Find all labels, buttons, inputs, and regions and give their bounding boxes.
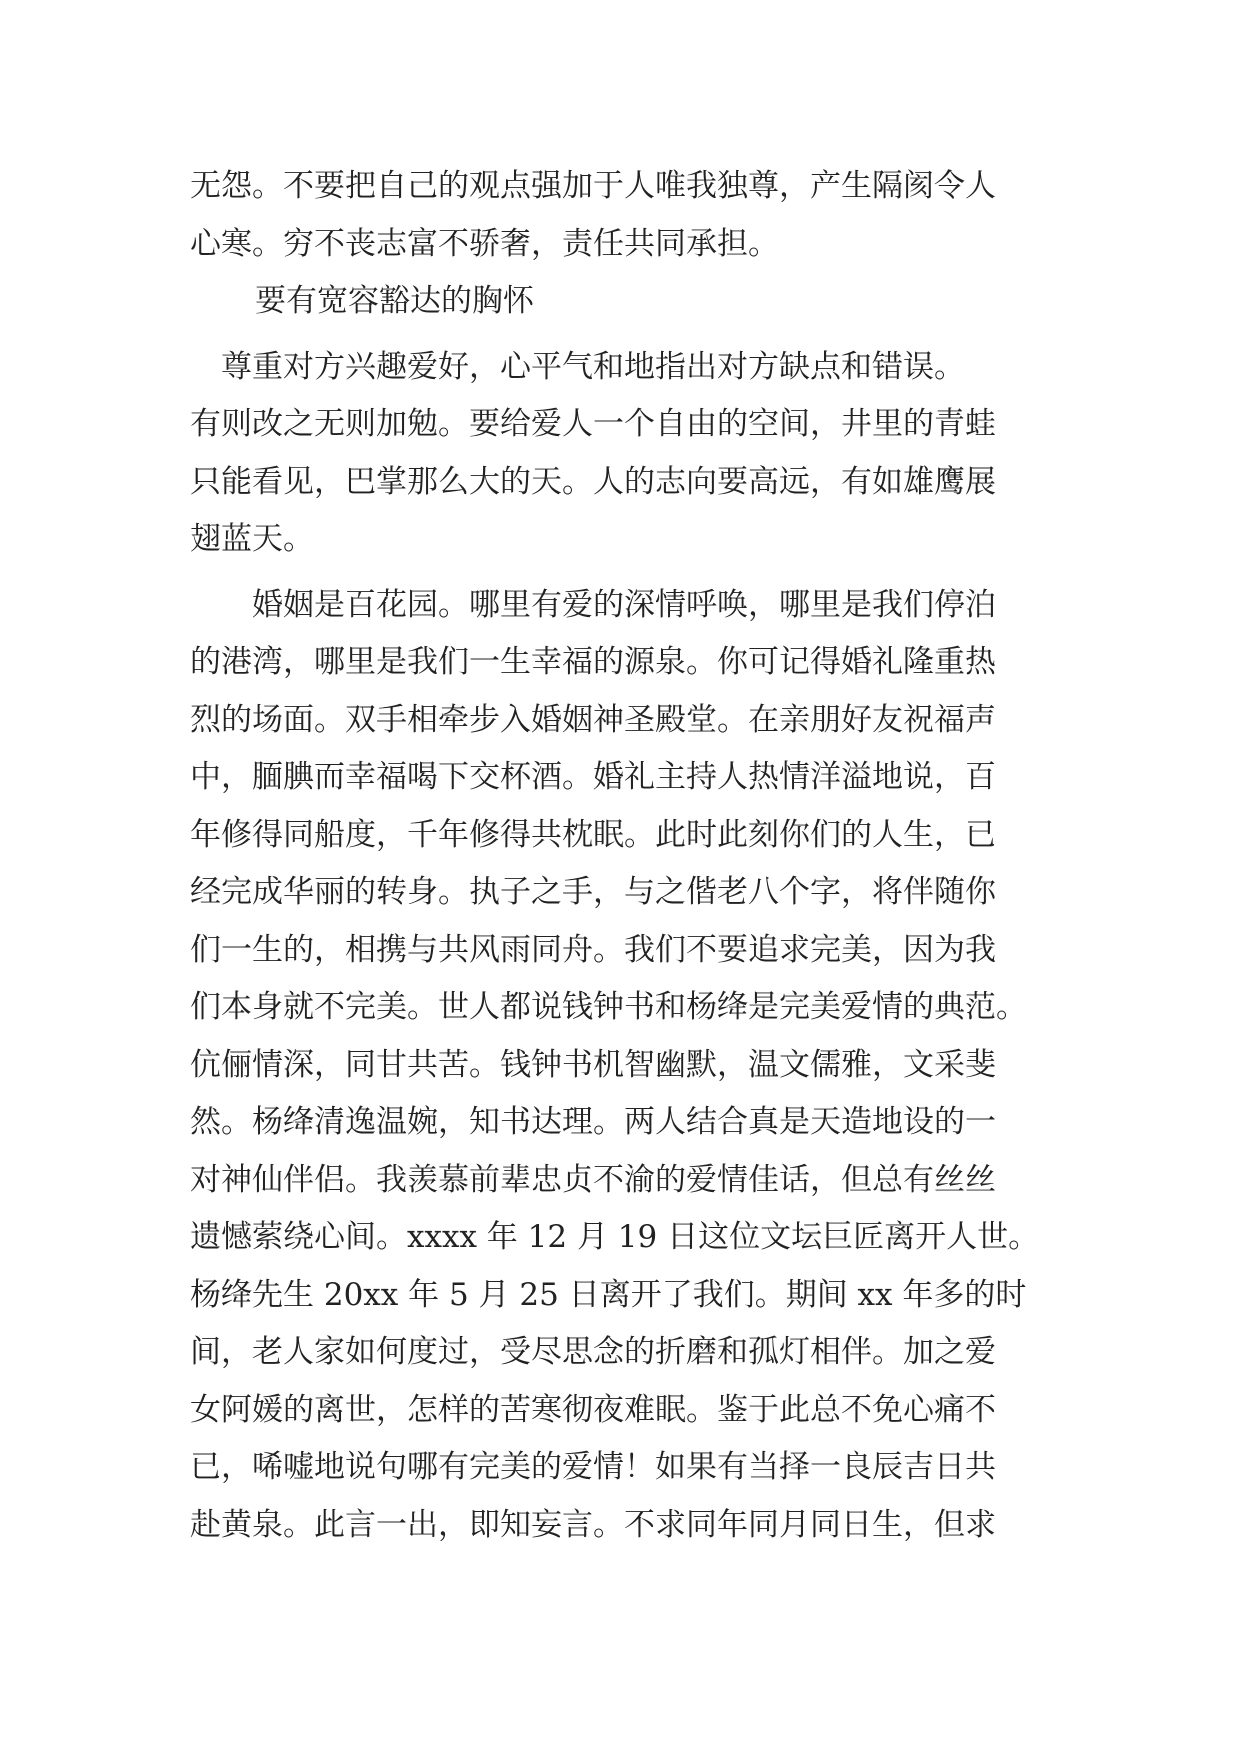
text-line: 杨绛先生 20xx 年 5 月 25 日离开了我们。期间 xx 年多的时	[190, 1276, 1027, 1313]
text-line: 已，唏嘘地说句哪有完美的爱情！如果有当择一良辰吉日共	[190, 1449, 996, 1485]
text-line: 年修得同船度，千年修得共枕眠。此时此刻你们的人生，已	[190, 816, 996, 853]
paragraph-respect	[190, 339, 1070, 569]
section-heading: 要有宽容豁达的胸怀	[255, 283, 534, 319]
text-line: 伉俪情深，同甘共苦。钱钟书机智幽默，温文儒雅，文采斐	[190, 1046, 996, 1083]
text-line: 对神仙伴侣。我羡慕前辈忠贞不渝的爱情佳话，但总有丝丝	[190, 1161, 996, 1198]
paragraph-marriage	[190, 577, 1070, 1555]
text-line: 然。杨绛清逸温婉，知书达理。两人结合真是天造地设的一	[190, 1104, 996, 1140]
text-line: 婚姻是百花园。哪里有爱的深情呼唤，哪里是我们停泊	[190, 586, 996, 623]
text-line: 尊重对方兴趣爱好，心平气和地指出对方缺点和错误。	[190, 348, 965, 385]
text-line: 有则改之无则加勉。要给爱人一个自由的空间，井里的青蛙	[190, 406, 996, 442]
text-line: 无怨。不要把自己的观点强加于人唯我独尊，产生隔阂令人	[190, 168, 996, 204]
text-line: 们一生的，相携与共风雨同舟。我们不要追求完美，因为我	[190, 931, 996, 968]
text-line: 心寒。穷不丧志富不骄奢，责任共同承担。	[190, 225, 779, 262]
text-line: 的港湾，哪里是我们一生幸福的源泉。你可记得婚礼隆重热	[190, 644, 996, 680]
paragraph-continuation	[190, 158, 1070, 273]
text-line: 间，老人家如何度过，受尽思念的折磨和孤灯相伴。加之爱	[190, 1334, 996, 1370]
text-line: 翅蓝天。	[190, 521, 314, 557]
text-line: 烈的场面。双手相牵步入婚姻神圣殿堂。在亲朋好友祝福声	[190, 701, 996, 738]
text-line: 经完成华丽的转身。执子之手，与之偕老八个字，将伴随你	[190, 874, 996, 910]
paragraph-heading	[190, 273, 1070, 331]
text-line: 只能看见，巴掌那么大的天。人的志向要高远，有如雄鹰展	[190, 463, 996, 500]
document-body	[190, 158, 1070, 1554]
text-line: 女阿媛的离世，怎样的苦寒彻夜难眠。鉴于此总不免心痛不	[190, 1391, 996, 1428]
text-line: 们本身就不完美。世人都说钱钟书和杨绛是完美爱情的典范。	[190, 989, 1027, 1025]
text-line: 中，腼腆而幸福喝下交杯酒。婚礼主持人热情洋溢地说，百	[190, 759, 996, 795]
text-line: 遗憾萦绕心间。xxxx 年 12 月 19 日这位文坛巨匠离开人世。	[190, 1219, 1040, 1255]
text-line: 赴黄泉。此言一出，即知妄言。不求同年同月同日生，但求	[190, 1506, 996, 1543]
